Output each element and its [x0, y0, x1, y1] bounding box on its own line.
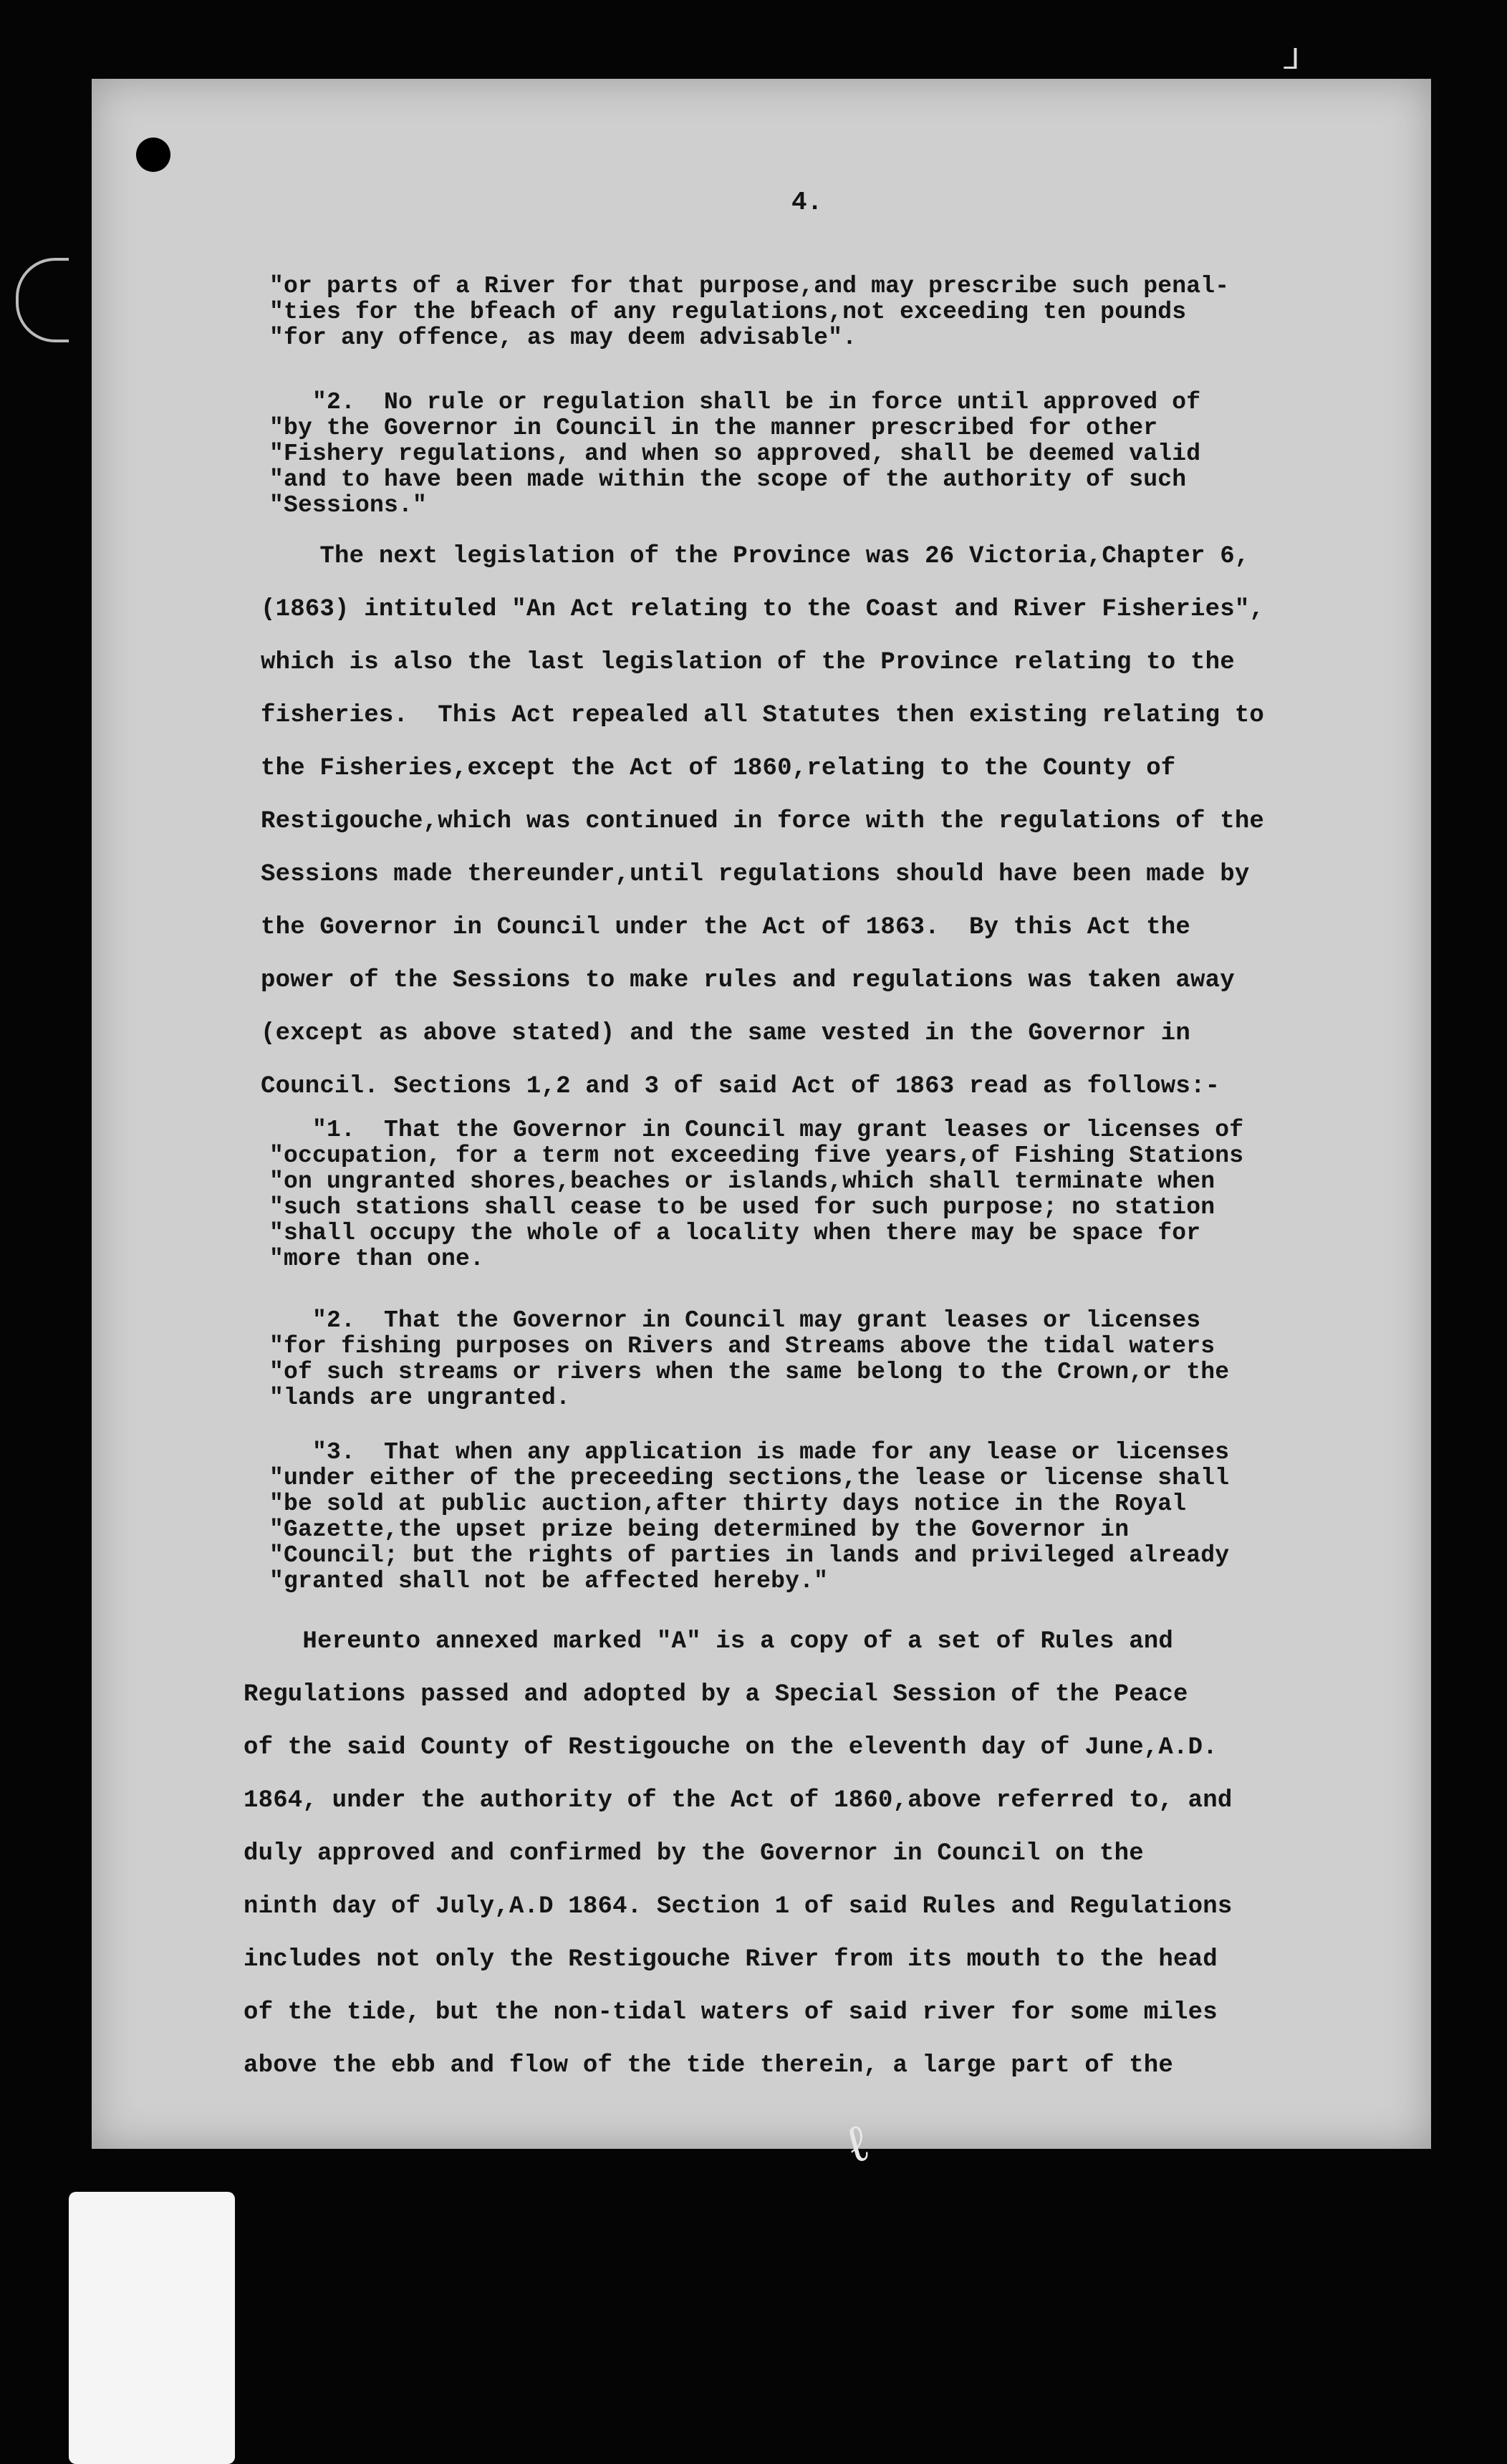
handwritten-mark: ℓ: [837, 2117, 881, 2180]
edge-mark: [16, 258, 69, 342]
paragraph-legislation: The next legislation of the Province was 26 Victoria,Chapter 6, (1863) intituled "An Act relating to the Coast and River Fisheries", which is also the last legislation of the Province relating to the fisheries. This Act repealed all Statutes then existing relating to the Fisheries,except the Act of 1860,relating to the County of Restigouche,which was continued in force with the regulations of the Sessions made thereunder,until regulations should have been made by the Governor in Council under the Act of 1863. By this Act the power of the Sessions to make rules and regulations was taken away (except as above stated) and the same vested in the Governor in Council. Sections 1,2 and 3 of said Act of 1863 read as follows:-: [261, 543, 1265, 1100]
corner-mark: ᒧ: [1282, 46, 1300, 78]
quote-continuation: "or parts of a River for that purpose,and may prescribe such penal- "ties for the bfeach of any regulations,not exceeding ten pounds "for any offence, as may deem advisable".: [269, 273, 1230, 351]
quote-section-2: "2. That the Governor in Council may grant leases or licenses "for fishing purposes on Rivers and Streams above the tidal waters "of such streams or rivers when the same belong to the Crown,or the "lands are ungranted.: [269, 1307, 1230, 1411]
quote-rule-2: "2. No rule or regulation shall be in force until approved of "by the Governor in Council in the manner prescribed for other "Fishery regulations, and when so approved, shall be deemed valid "and to have been made within the scope of the authority of such "Sessions.": [269, 389, 1201, 519]
page-number: 4.: [791, 188, 823, 217]
scan-label: [69, 2192, 235, 2464]
quote-section-1: "1. That the Governor in Council may grant leases or licenses of "occupation, for a term not exceeding five years,of Fishing Stations "on ungranted shores,beaches or islands,which shall terminate when "such stations shall cease to be used for such purpose; no station "shall occupy the whole of a locality when there may be space for "more than one.: [269, 1117, 1244, 1272]
punch-hole: [136, 138, 170, 172]
paragraph-annexed-rules: Hereunto annexed marked "A" is a copy of a set of Rules and Regulations passed and adopted by a Special Session of the Peace of the said County of Restigouche on the eleventh day of June,A.D. 1864, under the authority of the Act of 1860,above referred to, and duly approved and confirmed by the Governor in Council on the ninth day of July,A.D 1864. Section 1 of said Rules and Regulations includes not only the Restigouche River from its mouth to the head of the tide, but the non-tidal waters of said river for some miles above the ebb and flow of the tide therein, a large part of the: [244, 1628, 1233, 2079]
quote-section-3: "3. That when any application is made for any lease or licenses "under either of the preceeding sections,the lease or license shall "be sold at public auction,after thirty days notice in the Royal "Gazette,the upset prize being determined by the Governor in "Council; but the rights of parties in lands and privileged already "granted shall not be affected hereby.": [269, 1439, 1230, 1594]
